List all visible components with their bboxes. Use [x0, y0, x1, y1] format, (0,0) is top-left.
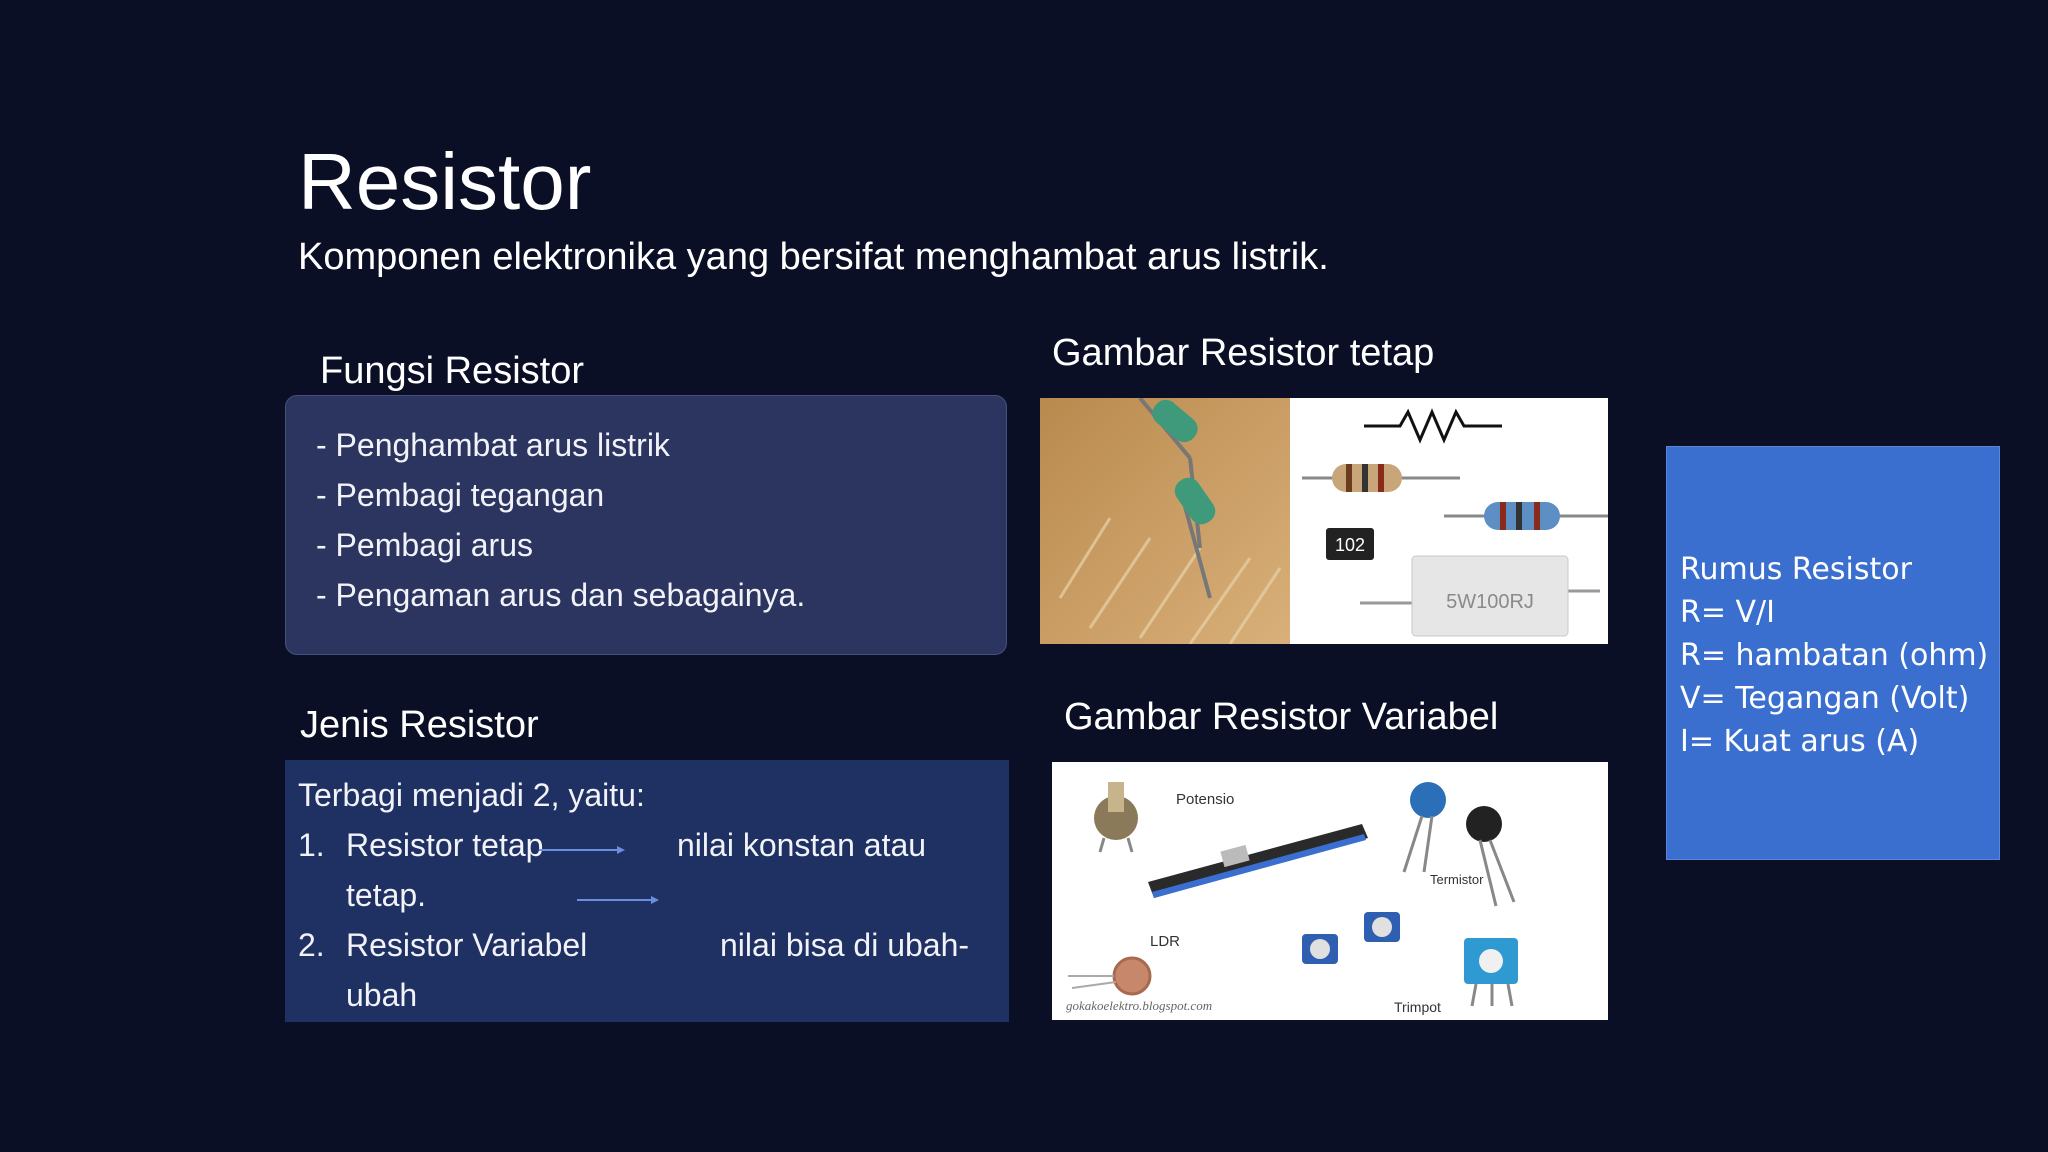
rumus-title: Rumus Resistor [1680, 552, 1912, 587]
jenis-item-number: 2. [298, 927, 325, 963]
rumus-line: R= V/I [1680, 595, 1775, 630]
fungsi-item: - Pembagi arus [316, 527, 533, 563]
fixed-resistor-illustration [1040, 398, 1608, 644]
ldr-label: LDR [1150, 933, 1181, 950]
cement-resistor-label: 5W100RJ [1446, 591, 1534, 613]
rumus-line: R= hambatan (ohm) [1680, 638, 1989, 673]
jenis-heading: Jenis Resistor [300, 704, 539, 746]
termistor-label: Termistor [1430, 872, 1484, 887]
variable-resistor-photo [1052, 762, 1608, 1020]
fungsi-heading: Fungsi Resistor [320, 350, 584, 392]
jenis-item-cont: ubah [346, 977, 418, 1013]
rumus-box [1666, 446, 2000, 860]
smd-label: 102 [1334, 535, 1366, 555]
jenis-item-desc: nilai bisa di ubah- [720, 927, 970, 963]
jenis-intro: Terbagi menjadi 2, yaitu: [298, 777, 645, 813]
jenis-item-number: 1. [298, 827, 325, 863]
trimpot-label: Trimpot [1394, 999, 1441, 1015]
rumus-line: I= Kuat arus (A) [1680, 724, 1920, 759]
gambar-variabel-heading: Gambar Resistor Variabel [1064, 696, 1499, 738]
fungsi-box [285, 395, 1007, 655]
jenis-item-name: Resistor Variabel [346, 927, 588, 963]
fungsi-item: - Pengaman arus dan sebagainya. [316, 577, 806, 613]
jenis-box [285, 760, 1009, 1022]
fungsi-item: - Penghambat arus listrik [316, 427, 670, 463]
jenis-item-name: Resistor tetap [346, 827, 544, 863]
fixed-resistor-photo [1040, 398, 1608, 644]
fungsi-list [286, 396, 1006, 620]
jenis-item-desc: nilai konstan atau [677, 827, 927, 863]
gambar-tetap-heading: Gambar Resistor tetap [1052, 332, 1435, 374]
slide-title: Resistor [298, 137, 592, 226]
arrow-right-icon [577, 894, 659, 906]
jenis-item-cont: tetap. [346, 877, 427, 913]
arrow-right-icon [539, 844, 625, 856]
slide-subtitle: Komponen elektronika yang bersifat menghambat arus listrik. [298, 236, 1329, 278]
potensio-label: Potensio [1176, 791, 1235, 808]
rumus-lines [1680, 548, 1988, 763]
fungsi-item: - Pembagi tegangan [316, 477, 605, 513]
watermark-text: gokakoelektro.blogspot.com [1066, 998, 1213, 1013]
rumus-line: V= Tegangan (Volt) [1680, 681, 1970, 716]
variable-resistor-illustration [1052, 762, 1608, 1020]
